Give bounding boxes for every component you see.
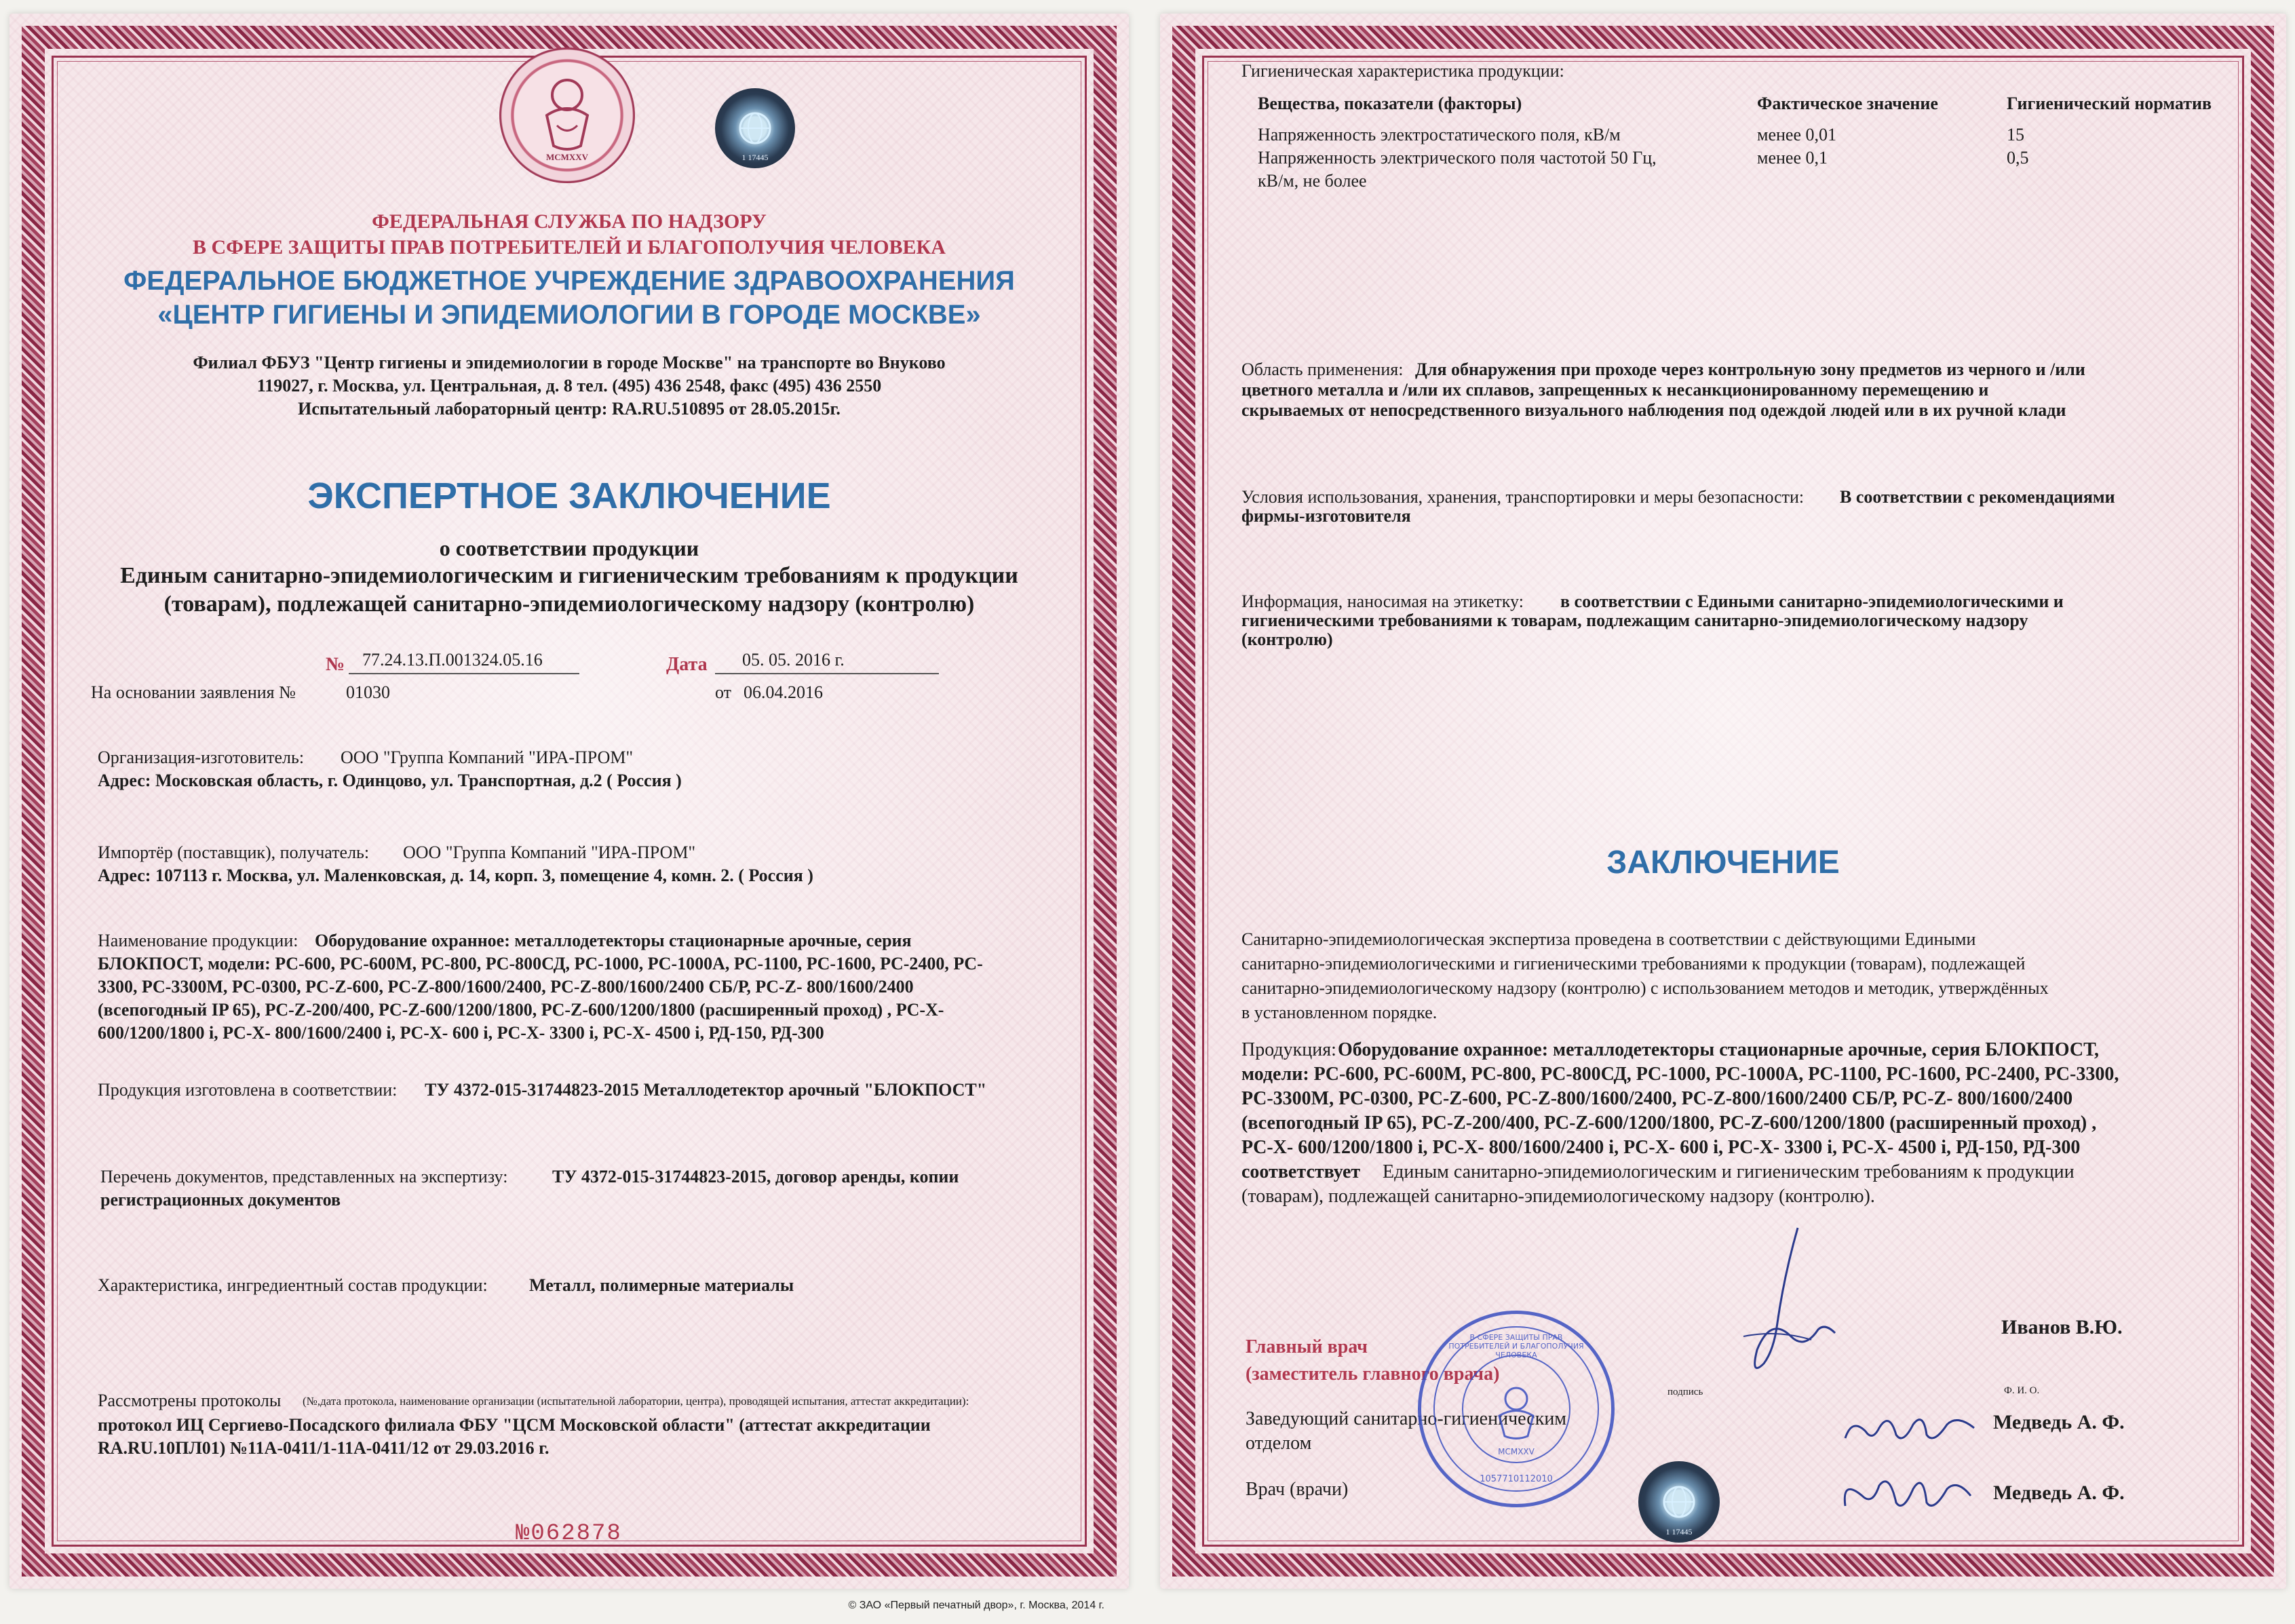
stamp-year: MCMXXV [1498,1447,1535,1456]
printer-note: © ЗАО «Первый печатный двор», г. Москва, 2014 г. [848,1600,1104,1611]
importer-value: ООО "Группа Компаний "ИРА-ПРОМ" [403,843,696,862]
subtitle-line-3: (товарам), подлежащей санитарно-эпидемиологическому надзору (контролю) [163,592,975,617]
emblem-year: MCMXXV [545,152,589,162]
certificate-page-right [1160,14,2286,1589]
branch-line-2: 119027, г. Москва, ул. Центральная, д. 8 тел. (495) 436 2548, факс (495) 436 2550 [256,376,882,395]
fio-caption: Ф. И. О. [2004,1385,2040,1396]
date-underline [715,673,939,674]
table-row-2-name: Напряженность электрического поля частотой 50 Гц, [1258,148,1657,168]
manufactured-value: ТУ 4372-015-31744823-2015 Металлодетектор арочный "БЛОКПОСТ" [425,1080,987,1100]
branch-line-1: Филиал ФБУЗ "Центр гигиены и эпидемиологии в городе Москве" на транспорте во Внуково [193,353,946,372]
stamp-code: 1057710112010 [1480,1474,1553,1484]
importer-address: Адрес: 107113 г. Москва, ул. Маленковская, д. 14, корп. 3, помещение 4, комн. 2. ( Россия ) [98,866,813,885]
application-date: 06.04.2016 [744,682,823,702]
product-line-5: 600/1200/1800 i, PC-X- 800/1600/2400 i, PC-X- 600 i, PC-X- 3300 i, PC-X- 4500 i, РД-150, РД-300 [98,1023,824,1043]
manufacturer-address: Адрес: Московская область, г. Одинцово, ул. Транспортная, д.2 ( Россия ) [98,771,682,790]
doctor-signature-icon [1832,1465,1981,1520]
certificate-page-left [9,14,1129,1611]
stamp-ring-text: В СФЕРЕ ЗАЩИТЫ ПРАВ ПОТРЕБИТЕЛЕЙ И БЛАГОПОЛУЧИЯ ЧЕЛОВЕКА [1448,1333,1584,1359]
doctor-label: Врач (врачи) [1246,1479,1349,1500]
scope-line-3: скрываемых от непосредственного визуального наблюдения под одеждой людей или в их ручной клади [1241,400,2066,420]
table-row-2-actual: менее 0,1 [1757,148,1828,168]
hologram-globe-icon [1655,1478,1703,1526]
chief-name: Иванов В.Ю. [2001,1316,2123,1338]
conclusion-product-line-1: Оборудование охранное: металлодетекторы стационарные арочные, серия БЛОКПОСТ, [1338,1039,2099,1060]
serial-number: №062878 [516,1521,622,1547]
number-underline [349,673,579,674]
date-value: 05. 05. 2016 г. [742,650,845,670]
head-label-line-2: отделом [1246,1433,1312,1454]
conclusion-title: ЗАКЛЮЧЕНИЕ [1606,845,1840,881]
date-label: Дата [666,654,708,675]
label-info-line-1: в соответствии с Едиными санитарно-эпидемиологическими и [1560,592,2064,611]
complies-word: соответствует [1241,1161,1361,1182]
protocols-line-2: RA.RU.10ПЛ01) №11А-0411/1-11А-0411/12 от 29.03.2016 г. [98,1438,549,1458]
subtitle-line-1: о соответствии продукции [439,536,699,560]
protocols-label: Рассмотрены протоколы [98,1391,282,1410]
table-row-2-name-cont: кВ/м, не более [1258,171,1367,191]
institution-line-1: ФЕДЕРАЛЬНОЕ БЮДЖЕТНОЕ УЧРЕЖДЕНИЕ ЗДРАВООХРАНЕНИЯ [123,266,1015,296]
application-from-label: от [715,682,732,702]
product-label: Наименование продукции: [98,931,298,950]
scope-label: Область применения: [1241,360,1404,379]
institution-line-2: «ЦЕНТР ГИГИЕНЫ И ЭПИДЕМИОЛОГИИ В ГОРОДЕ МОСКВЕ» [157,300,981,330]
conclusion-p1-line-4: в установленном порядке. [1241,1003,1438,1022]
conditions-line-1: В соответствии с рекомендациями [1840,487,2115,507]
table-row-1-norm: 15 [2007,125,2024,144]
round-stamp [1418,1311,1615,1507]
hologram-sticker [1638,1461,1720,1543]
documents-line-1: ТУ 4372-015-31744823-2015, договор аренды, копии [552,1167,959,1186]
subtitle-line-2: Единым санитарно-эпидемиологическим и гигиеническим требованиям к продукции [120,563,1018,588]
conclusion-product-line-5: PC-X- 600/1200/1800 i, PC-X- 800/1600/2400 i, PC-X- 600 i, PC-X- 3300 i, PC-X- 4500 i, РД-150, РД-300 [1241,1137,2081,1158]
label-info-label: Информация, наносимая на этикетку: [1241,592,1524,611]
table-header-norm: Гигиенический норматив [2007,94,2212,113]
complies-line-2: (товарам), подлежащей санитарно-эпидемиологическому надзору (контролю). [1241,1186,1875,1207]
documents-label: Перечень документов, представленных на экспертизу: [100,1167,508,1186]
conditions-line-2: фирмы-изготовителя [1241,506,1411,526]
head-signature-icon [1838,1404,1988,1452]
table-row-2-norm: 0,5 [2007,148,2029,168]
conclusion-product-line-4: (всепогодный IP 65), PC-Z-200/400, PC-Z-600/1200/1800, PC-Z-600/1200/1800 (расширенный проход) , [1241,1113,2097,1134]
composition-label: Характеристика, ингредиентный состав продукции: [98,1275,488,1295]
label-info-line-2: гигиеническими требованиями к товарам, подлежащим санитарно-эпидемиологическому надзору [1241,611,2028,630]
product-line-2: БЛОКПОСТ, модели: PC-600, PC-600M, PC-800, PC-800СД, PC-1000, PC-1000A, PC-1100, PC-1600, PC-2400, PC- [98,954,983,973]
chief-label-line-1: Главный врач [1246,1336,1368,1357]
number-value: 77.24.13.П.001324.05.16 [362,650,543,670]
conclusion-product-line-2: модели: PC-600, PC-600M, PC-800, PC-800СД, PC-1000, PC-1000A, PC-1100, PC-1600, PC-2400, PC-3300, [1241,1064,2119,1085]
protocols-note: (№,дата протокола, наименование организации (испытательной лаборатории, центра), проводящей испытания, аттестат аккредитации): [303,1395,969,1408]
hygiene-heading: Гигиеническая характеристика продукции: [1241,61,1564,81]
conclusion-p1-line-3: санитарно-эпидемиологическому надзору (контролю) с использованием методов и методик, утверждённых [1241,978,2049,998]
hologram-number: 1 17445 [1665,1527,1693,1536]
importer-label: Импортёр (поставщик), получатель: [98,843,370,862]
application-label: На основании заявления № [91,682,296,702]
table-header-actual: Фактическое значение [1757,94,1938,113]
composition-value: Металл, полимерные материалы [529,1275,794,1295]
emblem-figure-icon [526,68,608,163]
product-line-1: Оборудование охранное: металлодетекторы стационарные арочные, серия [315,931,912,950]
signature-caption: подпись [1667,1387,1703,1397]
document-title: ЭКСПЕРТНОЕ ЗАКЛЮЧЕНИЕ [307,476,831,516]
product-line-4: (всепогодный IP 65), PC-Z-200/400, PC-Z-600/1200/1800, PC-Z-600/1200/1800 (расширенный проход) , PC-X- [98,1000,944,1020]
head-name: Медведь А. Ф. [1993,1411,2125,1433]
table-row-1-actual: менее 0,01 [1757,125,1836,144]
doctor-name: Медведь А. Ф. [1993,1482,2125,1504]
table-header-factor: Вещества, показатели (факторы) [1258,94,1522,113]
number-label: № [326,654,345,675]
rospotrebnadzor-emblem [499,47,635,183]
complies-rest: Единым санитарно-эпидемиологическим и гигиеническим требованиям к продукции [1383,1161,2075,1182]
hologram-number: 1 17445 [741,153,769,162]
manufactured-label: Продукция изготовлена в соответствии: [98,1080,398,1100]
application-number: 01030 [346,682,390,702]
product-line-3: 3300, PC-3300M, PC-0300, PC-Z-600, PC-Z-800/1600/2400, PC-Z-800/1600/2400 СБ/Р, PC-Z- 800/1600/2400 [98,977,914,997]
conclusion-product-line-3: PC-3300M, PC-0300, PC-Z-600, PC-Z-800/1600/2400, PC-Z-800/1600/2400 СБ/Р, PC-Z- 800/1600/2400 [1241,1088,2073,1109]
chief-signature-icon [1716,1221,1852,1404]
protocols-line-1: протокол ИЦ Сергиево-Посадского филиала ФБУ "ЦСМ Московской области" (аттестат аккредитации [98,1415,931,1435]
scope-line-1: Для обнаружения при проходе через контрольную зону предметов из черного и /или [1415,360,2085,379]
agency-line-1: ФЕДЕРАЛЬНАЯ СЛУЖБА ПО НАДЗОРУ [372,210,767,233]
conditions-label: Условия использования, хранения, транспортировки и меры безопасности: [1241,487,1805,507]
manufacturer-value: ООО "Группа Компаний "ИРА-ПРОМ" [341,748,634,767]
head-label-line-1: Заведующий санитарно-гигиеническим [1246,1408,1567,1429]
agency-line-2: В СФЕРЕ ЗАЩИТЫ ПРАВ ПОТРЕБИТЕЛЕЙ И БЛАГОПОЛУЧИЯ ЧЕЛОВЕКА [193,236,946,258]
scope-line-2: цветного металла и /или их сплавов, запрещенных к несанкционированному перемещению и [1241,380,1989,400]
branch-line-3: Испытательный лабораторный центр: RA.RU.510895 от 28.05.2015г. [298,399,841,419]
manufacturer-label: Организация-изготовитель: [98,748,305,767]
documents-line-2: регистрационных документов [100,1190,341,1210]
chief-label-line-2: (заместитель главного врача) [1246,1364,1500,1385]
conclusion-product-label: Продукция: [1241,1039,1336,1060]
hologram-sticker [715,88,795,168]
table-row-1-name: Напряженность электростатического поля, кВ/м [1258,125,1621,144]
conclusion-p1-line-2: санитарно-эпидемиологическими и гигиеническими требованиями к продукции (товарам), подлежащей [1241,954,2026,973]
conclusion-p1-line-1: Санитарно-эпидемиологическая экспертиза проведена в соответствии с действующими Едиными [1241,929,1976,949]
hologram-globe-icon [731,104,779,152]
label-info-line-3: (контролю) [1241,630,1333,649]
